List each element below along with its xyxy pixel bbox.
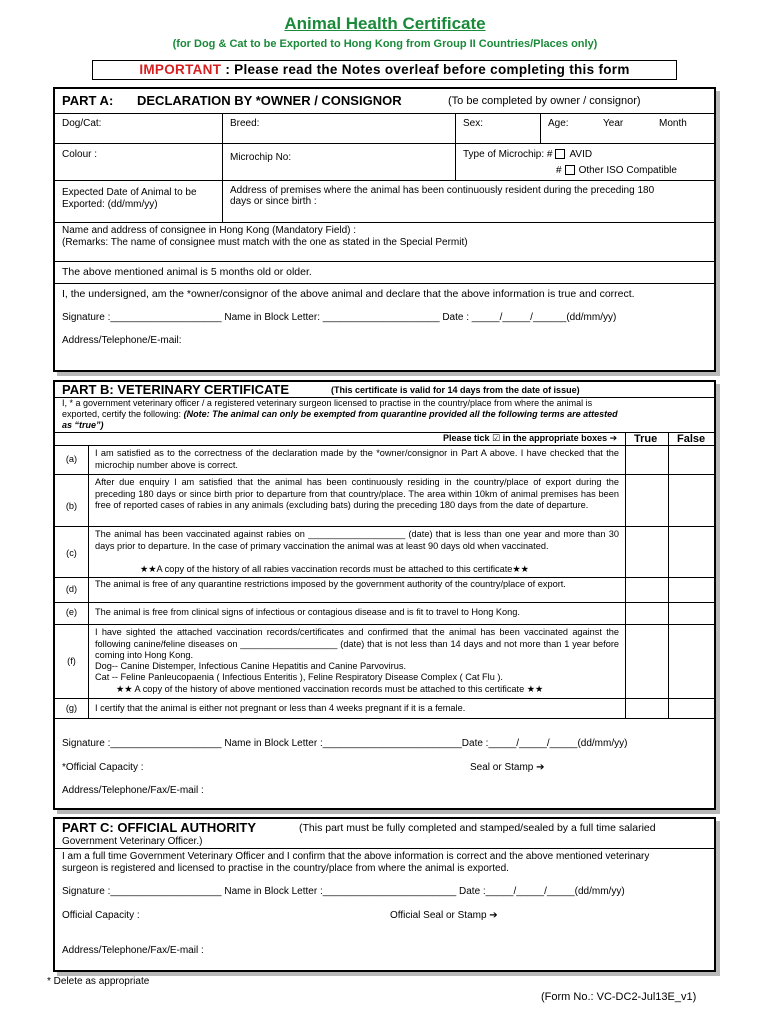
important-text: : Please read the Notes overleaf before completing this form — [221, 62, 630, 77]
item-mark-c: (c) — [66, 548, 77, 558]
official-signature-line[interactable]: Signature :____________________ Name in Block Letter :________________________ Date :_____/_____/_____(dd/mm/yy) — [62, 886, 625, 897]
age-statement: The above mentioned animal is 5 months old or older. — [62, 266, 312, 278]
divider — [54, 180, 715, 181]
microchip-no-label[interactable]: Microchip No: — [230, 152, 292, 163]
other-iso-hash: # — [556, 165, 562, 177]
false-checkbox-b[interactable] — [669, 475, 714, 526]
part-a-heading: DECLARATION BY *OWNER / CONSIGNOR — [137, 93, 402, 108]
part-b-label: PART B: VETERINARY CERTIFICATE — [62, 382, 290, 397]
part-c-label: PART C: OFFICIAL AUTHORITY — [62, 820, 257, 835]
address-premises-label-2[interactable]: days or since birth : — [230, 196, 317, 207]
item-text-f: I have sighted the attached vaccination records/certificates and confirmed that the animal has been vaccinated against the following canine/feline diseases on ___________________ (date) that is not less than 14 days and not more than 1 year before coming into Hong Kong. — [95, 627, 619, 660]
item-text-e: The animal is free from clinical signs of infectious or contagious disease and is fit to travel to Hong Kong. — [95, 607, 520, 617]
false-checkbox-c[interactable] — [669, 527, 714, 577]
true-checkbox-d[interactable] — [626, 578, 668, 602]
divider — [54, 283, 715, 284]
divider — [54, 848, 715, 849]
true-column-header: True — [634, 433, 658, 445]
divider — [54, 113, 715, 114]
divider — [455, 113, 456, 180]
true-checkbox-c[interactable] — [626, 527, 668, 577]
divider — [222, 113, 223, 222]
false-checkbox-a[interactable] — [669, 446, 714, 474]
official-capacity[interactable]: Official Capacity : — [62, 910, 140, 921]
item-text-a: I am satisfied as to the correctness of the declaration made by the *owner/consignor in Part A above. I have checked that the microchip number above is correct. — [95, 448, 619, 470]
divider — [54, 624, 715, 625]
divider — [54, 222, 715, 223]
part-b-intro-note-2: as “true”) — [62, 420, 104, 430]
part-c-confirm-2: surgeon is registered and licensed to practise in the country/place from where the animal is exported. — [62, 863, 509, 874]
divider — [88, 445, 89, 718]
signature-line[interactable]: Signature :____________________ Name in Block Letter: _____________________ Date : _____/_____/______(dd/mm/yy) — [62, 312, 617, 323]
divider — [54, 577, 715, 578]
tick-note: Please tick ☑ in the appropriate boxes ➔ — [443, 433, 618, 443]
page-subtitle: (for Dog & Cat to be Exported to Hong Kong from Group II Countries/Places only) — [172, 38, 598, 50]
divider — [54, 261, 715, 262]
item-mark-d: (d) — [65, 584, 78, 594]
item-extra-c: ★★A copy of the history of all rabies vaccination records must be attached to this certificate★★ — [140, 564, 529, 574]
breed-label[interactable]: Breed: — [230, 118, 260, 129]
part-b-intro-2 — [62, 409, 618, 419]
false-checkbox-d[interactable] — [669, 578, 714, 602]
item-mark-e: (e) — [65, 607, 78, 617]
important-label: IMPORTANT — [139, 62, 222, 77]
age-label[interactable]: Age: — [548, 118, 569, 129]
false-checkbox-e[interactable] — [669, 603, 714, 624]
false-column-header: False — [677, 433, 706, 445]
expected-date-label-1: Expected Date of Animal to be — [62, 187, 197, 198]
part-c-note-2: Government Veterinary Officer.) — [62, 836, 203, 847]
avid-checkbox[interactable] — [555, 149, 565, 159]
other-iso-checkbox[interactable] — [565, 165, 575, 175]
divider — [54, 445, 715, 446]
part-a-note: (To be completed by owner / consignor) — [448, 95, 641, 107]
colour-label[interactable]: Colour : — [62, 149, 98, 160]
address-premises-label-1: Address of premises where the animal has been continuously resident during the preceding 180 — [230, 185, 655, 196]
item-text-b: After due enquiry I am satisfied that the animal has been continuously residing in the country/place of export during the preceding 180 days or since birth prior to departure from that country/place. The area within 10km of animal premises has been free of reported cases of rabies in any animals (excluding bats) during the preceding 180 days from the date of departure. — [95, 477, 619, 510]
consignee-remarks: (Remarks: The name of consignee must match with the one as stated in the Special Permit) — [62, 237, 468, 248]
item-mark-b: (b) — [65, 501, 78, 511]
month-label: Month — [659, 118, 687, 129]
false-checkbox-f[interactable] — [669, 625, 714, 698]
expected-date-label-2[interactable]: Exported: (dd/mm/yy) — [62, 199, 158, 210]
sex-label[interactable]: Sex: — [463, 118, 484, 129]
vet-official-capacity[interactable]: *Official Capacity : — [62, 762, 144, 773]
official-contact-label[interactable]: Address/Telephone/Fax/E-mail : — [62, 945, 204, 956]
avid-label: AVID — [569, 149, 593, 161]
page-title: Animal Health Certificate — [284, 14, 486, 33]
item-mark-a: (a) — [65, 454, 78, 464]
microchip-type-text: Type of Microchip: # — [463, 149, 553, 161]
item-line2-f: Dog-- Canine Distemper, Infectious Canine Hepatitis and Canine Parvovirus. — [95, 661, 406, 671]
important-notice — [92, 60, 677, 80]
item-extra-f: ★★ A copy of the history of above mentioned vaccination records must be attached to this certificate ★★ — [116, 684, 544, 694]
divider — [54, 474, 715, 475]
item-text-g: I certify that the animal is either not pregnant or less than 4 weeks pregnant if it is a female. — [95, 703, 466, 713]
part-c-confirm-1: I am a full time Government Veterinary Officer and I confirm that the above information is correct and the above mentioned veterinary — [62, 851, 650, 862]
vet-contact-label[interactable]: Address/Telephone/Fax/E-mail : — [62, 785, 204, 796]
item-text-d: The animal is free of any quarantine restrictions imposed by the government authority of the country/place of export. — [95, 579, 566, 589]
false-checkbox-g[interactable] — [669, 699, 714, 718]
part-a-label: PART A: — [62, 93, 114, 108]
true-checkbox-b[interactable] — [626, 475, 668, 526]
item-mark-g: (g) — [65, 703, 78, 713]
other-iso-label: Other ISO Compatible — [578, 165, 677, 177]
contact-label[interactable]: Address/Telephone/E-mail: — [62, 335, 182, 346]
owner-declaration: I, the undersigned, am the *owner/consignor of the above animal and declare that the above information is true and correct. — [62, 288, 635, 300]
divider — [54, 718, 715, 719]
part-b-intro-text: exported, certify the following: — [62, 409, 182, 419]
delete-note: * Delete as appropriate — [47, 976, 150, 987]
part-b-intro-1: I, * a government veterinary officer / a registered veterinary surgeon licensed to practise in the country/place from where the animal is — [62, 398, 593, 408]
true-checkbox-e[interactable] — [626, 603, 668, 624]
item-text-c: The animal has been vaccinated against rabies on ___________________ (date) that is less than one year and more than 30 days prior to departure. In the case of primary vaccination the animal was at least 90 days old when vaccinated. — [95, 529, 619, 551]
divider — [540, 113, 541, 143]
dog-cat-label[interactable]: Dog/Cat: — [62, 118, 102, 129]
form-number: (Form No.: VC-DC2-Jul13E_v1) — [541, 991, 697, 1003]
part-b-intro-note: (Note: The animal can only be exempted from quarantine provided all the following terms are attested — [183, 409, 618, 419]
consignee-label[interactable]: Name and address of consignee in Hong Kong (Mandatory Field) : — [62, 225, 357, 236]
part-c-note-1: (This part must be fully completed and stamped/sealed by a full time salaried — [299, 822, 656, 834]
item-mark-f: (f) — [67, 656, 76, 666]
vet-signature-line[interactable]: Signature :____________________ Name in Block Letter :_________________________Date :_____/_____/_____(dd/mm/yy) — [62, 738, 628, 749]
item-line3-f: Cat -- Feline Panleucopaenia ( Infectious Enteritis ), Feline Respiratory Disease Complex ( Cat Flu ). — [95, 672, 503, 682]
year-label: Year — [603, 118, 624, 129]
divider — [54, 526, 715, 527]
divider — [54, 143, 715, 144]
part-b-validity: (This certificate is valid for 14 days from the date of issue) — [331, 385, 580, 395]
divider — [54, 698, 715, 699]
vet-seal-stamp[interactable]: Seal or Stamp ➔ — [470, 762, 545, 773]
official-seal-stamp[interactable]: Official Seal or Stamp ➔ — [390, 910, 498, 921]
true-checkbox-a[interactable] — [626, 446, 668, 474]
divider — [54, 602, 715, 603]
true-checkbox-f[interactable] — [626, 625, 668, 698]
other-iso-row — [556, 165, 677, 176]
true-checkbox-g[interactable] — [626, 699, 668, 718]
microchip-type-label — [463, 149, 592, 160]
